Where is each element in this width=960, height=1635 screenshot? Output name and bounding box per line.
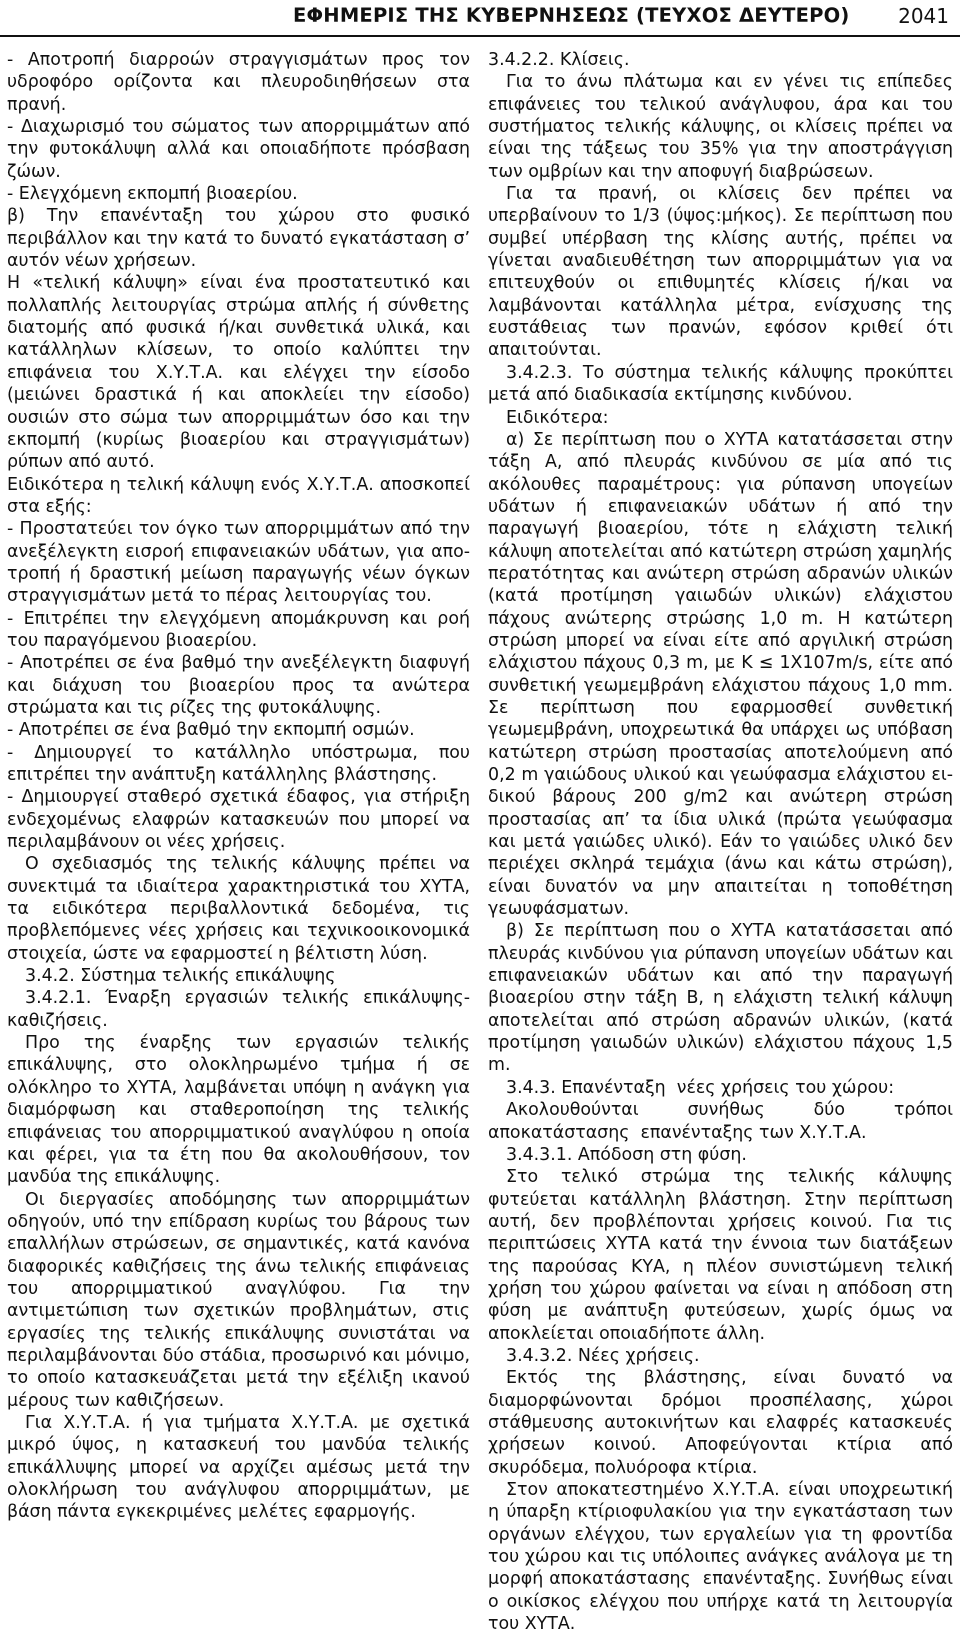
subsection-heading: 3.4.3.1. Απόδοση στη φύση. (506, 1144, 747, 1165)
section-heading: 3.4.3. Επανένταξη νέες χρήσεις του χώρου: (506, 1077, 895, 1098)
paragraph: Προ της έναρξης των εργασιών τελικής επικάλυψης, στο ολοκληρωμένο τμήμα ή σε ολόκληρο το ΧΥΤΑ, λαμβάνεται υπόψη η ανάγκη για διαμόρφωση και σταθεροποίηση της τελικής επιφάνειας του απορριμματικού αναγλύφου η οποία και φέρει, για τα έτη που θα ακολουθήσουν, τον μανδύα της επικάλυψης. (7, 1033, 470, 1188)
right-column (488, 49, 953, 1635)
paragraph: β) Την επανένταξη του χώρου στο φυσικό περιβάλλον και την κατά το δυνατό εγκατάσταση σ’ αυτόν νέων χρήσεων. (7, 206, 470, 272)
paragraph: Ειδικότερα η τελική κάλυψη ενός Χ.Υ.Τ.Α. αποσκοπεί στα εξής: (7, 474, 470, 517)
gazette-title: ΕΦΗΜΕΡΙΣ ΤΗΣ ΚΥΒΕΡΝΗΣΕΩΣ (ΤΕΥΧΟΣ ΔΕΥΤΕΡΟ) (293, 4, 850, 27)
paragraph: - Ελεγχόμενη εκπομπή βιοαερίου. (7, 184, 298, 205)
header-rule (0, 35, 960, 37)
paragraph: α) Σε περίπτωση που ο ΧΥΤΑ κατατάσσεται στην τάξη Α, από πλευράς κινδύνου σε μία από τις ακόλουθες παραμέτρους: για ρύπανση υπογείων υδάτων ή επιφανειακών υδάτων ή από την παραγωγή βιοαερίου, τότε η ελάχιστη τελική κάλυψη αποτελείται από κατώτερη στρώση χαμηλής περατότητας και ανώτερη στρώση αδρανών υλικών (κατά προτίμηση γαιωδών υλικών) ελάχιστου πάχους ανώτερης στρώσης 1,0 m. Η κατώτερη στρώση μπορεί να είναι είτε από αργιλική στρώση ελάχιστου πάχους 0,3 m, με K ≤ 1Χ107m/s, είτε από συνθετική γεωμεμβράνη ελάχιστου πάχους 1,0 mm. Σε περίπτωση που εφαρμοσθεί συνθετική γεωμεμβράνη, υποχρεωτικά θα υπάρχει ως υπόβαση κατώτερη στρώση προστασίας αποτελούμενη από 0,2 m γαιώδους υλικού και γεωύφασμα ελάχιστου ειδικού βάρους 200 g/m2 και ανώτερη στρώση προστασίας απ’ τα ίδια υλικά (πρώτα γεωύφασμα και μετά γαιώδες υλικό). Εάν το γαιώδες υλικό δεν περιέχει σκληρά τεμάχια (άνω και κάτω στρώση), είναι δυνατόν να μην απαιτείται η τοποθέτηση γεωυφάσματων. (488, 429, 953, 920)
paragraph: - Δημιουργεί το κατάλληλο υπόστρωμα, που επιτρέπει την ανάπτυξη κατάλληλης βλάστησης. (7, 742, 470, 785)
paragraph: 3.4.2.3. Το σύστημα τελικής κάλυψης προκύπτει μετά από διαδικασία εκτίμησης κινδύνου. (488, 362, 953, 406)
paragraph: - Επιτρέπει την ελεγχόμενη απομάκρυνση και ροή του παραγόμενου βιοαερίου. (7, 608, 470, 651)
paragraph: Ακολουθούνται συνήθως δύο τρόποι αποκατάστασης επανένταξης των Χ.Υ.Τ.Α. (488, 1100, 953, 1143)
left-column (7, 49, 470, 1524)
paragraph: - Αποτρέπει σε ένα βαθμό την εκπομπή οσμών. (7, 720, 415, 741)
paragraph: Εκτός της βλάστησης, είναι δυνατό να διαμορφώνονται δρόμοι προσπέλασης, χώροι στάθμευσης αυτοκινήτων και ελαφρές κατασκευές χρήσεων κοινού. Αποφεύγονται κτίρια από σκυρόδεμα, πολυόροφα κτίρια. (488, 1368, 953, 1478)
paragraph: - Διαχωρισμό του σώματος των απορριμμάτων από την φυτοκάλυψη αλλά και οποιαδήποτε πρόσβαση ζώων. (7, 117, 470, 182)
paragraph: Για το άνω πλάτωμα και εν γένει τις επίπεδες επιφάνειες του τελικού ανάγλυφου, άρα και του συστήματος τελικής κάλυψης, οι κλίσεις πρέπει να είναι της τάξεως του 35% για την αποστράγγιση των ομβρίων και την αποφυγή διαβρώσεων. (488, 72, 953, 182)
paragraph: Ο σχεδιασμός της τελικής κάλυψης πρέπει να συνεκτιμά τα ιδιαίτερα χαρακτηριστικά του ΧΥΤΑ, τα ειδικότερα περιβαλλοντικά δεδομένα, τις προβλεπόμενες νέες χρήσεις και τεχνικοοικονομικά στοιχεία, ώστε να εφαρμοστεί η βέλτιστη λύση. (7, 854, 470, 964)
paragraph: Στον αποκατεστημένο Χ.Υ.Τ.Α. είναι υποχρεωτική η ύπαρξη κτίριοφυλακίου για την εγκατάσταση των οργάνων ελέγχου, των εργαλείων για τη φροντίδα του χώρου και τις υπόλοιπες ανάγκες ανάλογα με τη μορφή αποκατάστασης επανένταξης. Συνήθως είναι ο οικίσκος ελέγχου που υπήρχε κατά τη λειτουργία του ΧΥΤΑ. (488, 1480, 953, 1635)
subsection-heading: 3.4.3.2. Νέες χρήσεις. (506, 1345, 700, 1366)
paragraph: - Αποτροπή διαρροών στραγγισμάτων προς τον υδροφόρο ορίζοντα και πλευροδιηθήσεων στα πρανή. (7, 50, 470, 115)
paragraph: - Δημιουργεί σταθερό σχετικά έδαφος, για στήριξη ενδεχομένως ελαφρών κατασκευών που μπορεί να περιλαμβάνουν οι νέες χρήσεις. (7, 787, 470, 853)
paragraph: - Προστατεύει τον όγκο των απορριμμάτων από την ανεξέλεγκτη εισροή επιφανειακών υδάτων, για αποτροπή ή δραστική μείωση παραγωγής νέων όγκων στραγγισμάτων μετά το πέρας λειτουργίας του. (7, 519, 470, 607)
paragraph: Για Χ.Υ.Τ.Α. ή για τμήματα Χ.Υ.Τ.Α. με σχετικά μικρό ύψος, η κατασκευή του μανδύα τελικής επικάλλυψης μπορεί να αρχίζει αμέσως μετά την ολοκλήρωση του ανάγλυφου απορριμμάτων, με βάση πάντα εγκεκριμένες μελέτες εφαρμογής. (7, 1412, 470, 1523)
section-heading: 3.4.2. Σύστημα τελικής επικάλυψης (25, 966, 336, 987)
subsection-heading: 3.4.2.2. Κλίσεις. (488, 50, 630, 70)
paragraph: - Αποτρέπει σε ένα βαθμό την ανεξέλεγκτη διαφυγή και διάχυση του βιοαερίου προς τα ανώτερα στρώματα και τις ρίζες της φυτοκάλυψης. (7, 653, 470, 718)
page-header (0, 0, 960, 34)
paragraph: Στο τελικό στρώμα της τελικής κάλυψης φυτεύεται κατάλληλη βλάστηση. Στην περίπτωση αυτή, δεν προβλέπονται χρήσεις κοινού. Για τις περιπτώσεις ΧΥΤΑ κατά την έννοια των διατάξεων της παρούσας ΚΥΑ, η πλέον συνιστώμενη τελική χρήση του χώρου φαίνεται να είναι η απόδοση στη φύση με ανάπτυξη φυτεύσεων, χωρίς όμως να αποκλείεται οποιαδήποτε άλλη. (488, 1167, 953, 1344)
paragraph: Για τα πρανή, οι κλίσεις δεν πρέπει να υπερβαίνουν το 1/3 (ύψος:μήκος). Σε περίπτωση που συμβεί υπέρβαση της κλίσης αυτής, πρέπει να γίνεται αναδιευθέτηση των απορριμμάτων για να επιτευχθούν οι επιθυμητές κλίσεις ή/και να λαμβάνονται κατάλληλα μέτρα, ενίσχυσης της ευστάθειας των πρανών, εφόσον κριθεί ότι απαιτούνται. (488, 184, 953, 361)
paragraph: β) Σε περίπτωση που ο ΧΥΤΑ κατατάσσεται από πλευράς κινδύνου για ρύπανση υπογείων υδάτων και επιφανειακών υδάτων και από την παραγωγή βιοαερίου στην τάξη Β, η ελάχιστη τελική κάλυψη αποτελείται από στρώση αδρανών υλικών, (κατά προτίμηση γαιωδών υλικών) ελάχιστου πάχους 1,5 m. (488, 921, 953, 1076)
paragraph: Η «τελική κάλυψη» είναι ένα προστατευτικό και πολλαπλής λειτουργίας στρώμα απλής ή σύνθετης διατομής από φυσικά ή/και συνθετικά υλικά, και κατάλληλων κλίσεων, το οποίο καλύπτει την επιφάνεια του Χ.Υ.Τ.Α. και ελέγχει την είσοδο (μειώνει δραστικά ή και αποκλείει την είσοδο) ουσιών στο σώμα των απορριμμάτων όσο και την εκπομπή (κυρίως βιοαερίου και στραγγισμάτων) ρύπων από αυτό. (7, 273, 470, 473)
subsection-heading: 3.4.2.1. Έναρξη εργασιών τελικής επικάλυψηςκαθιζήσεις. (7, 988, 470, 1031)
page-number: 2041 (898, 4, 949, 28)
paragraph: Οι διεργασίες αποδόμησης των απορριμμάτων οδηγούν, υπό την επίδραση κυρίως του βάρους των επαλλήλων στρώσεων, σε σημαντικές, κατά κανόνα διαφορικές καθιζήσεις της άνω τελικής επιφάνειας του απορριμματικού αναγλύφου. Για την αντιμετώπιση των σχετικών προβλημάτων, στις εργασίες της τελικής επικάλυψης συνιστάται να περιλαμβάνονται δύο στάδια, προσωρινό και μόνιμο, το οποίο κατασκευάζεται μετά την εξέλιξη ικανού μέρους των καθιζήσεων. (7, 1189, 470, 1411)
paragraph: Ειδικότερα: (506, 407, 609, 428)
